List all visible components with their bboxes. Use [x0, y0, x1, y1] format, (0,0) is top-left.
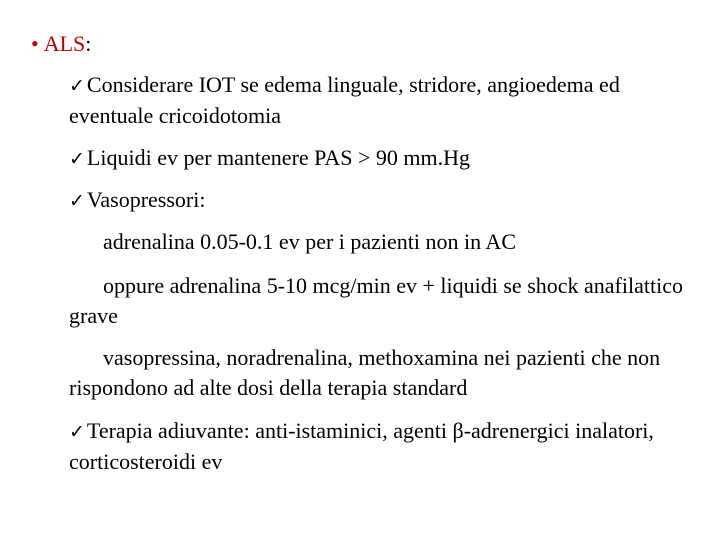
section-heading: [31, 29, 91, 59]
heading-title: ALS: [43, 31, 86, 56]
list-item-text: Liquidi ev per mantenere PAS > 90 mm.Hg: [86, 145, 471, 170]
checkmark-icon: ✓: [69, 148, 85, 170]
list-item-liquids: [69, 143, 709, 174]
checkmark-icon: ✓: [69, 190, 85, 212]
list-item-text: Considerare IOT se edema linguale, stridore, angioedema ed eventuale cricoidotomia: [69, 72, 620, 128]
checkmark-icon: ✓: [69, 75, 85, 97]
list-item-iot: [69, 70, 709, 131]
heading-colon: :: [85, 31, 92, 56]
list-item-adjuvant-therapy: [69, 416, 709, 477]
vasopressor-option: oppure adrenalina 5-10 mcg/min ev + liquidi se shock anafilattico grave: [69, 273, 683, 328]
list-item-text: Terapia adiuvante: anti-istaminici, agenti β-adrenergici inalatori, corticosteroidi ev: [69, 418, 654, 474]
list-item-vasopressors: [69, 185, 709, 216]
vasopressor-option: adrenalina 0.05-0.1 ev per i pazienti non in AC: [103, 229, 516, 254]
checkmark-icon: ✓: [69, 421, 85, 443]
vasopressor-option: vasopressina, noradrenalina, methoxamina nei pazienti che non rispondono ad alte dosi della terapia standard: [69, 345, 661, 400]
bullet-dot-icon: •: [31, 31, 39, 56]
list-item-text: Vasopressori:: [86, 187, 206, 212]
